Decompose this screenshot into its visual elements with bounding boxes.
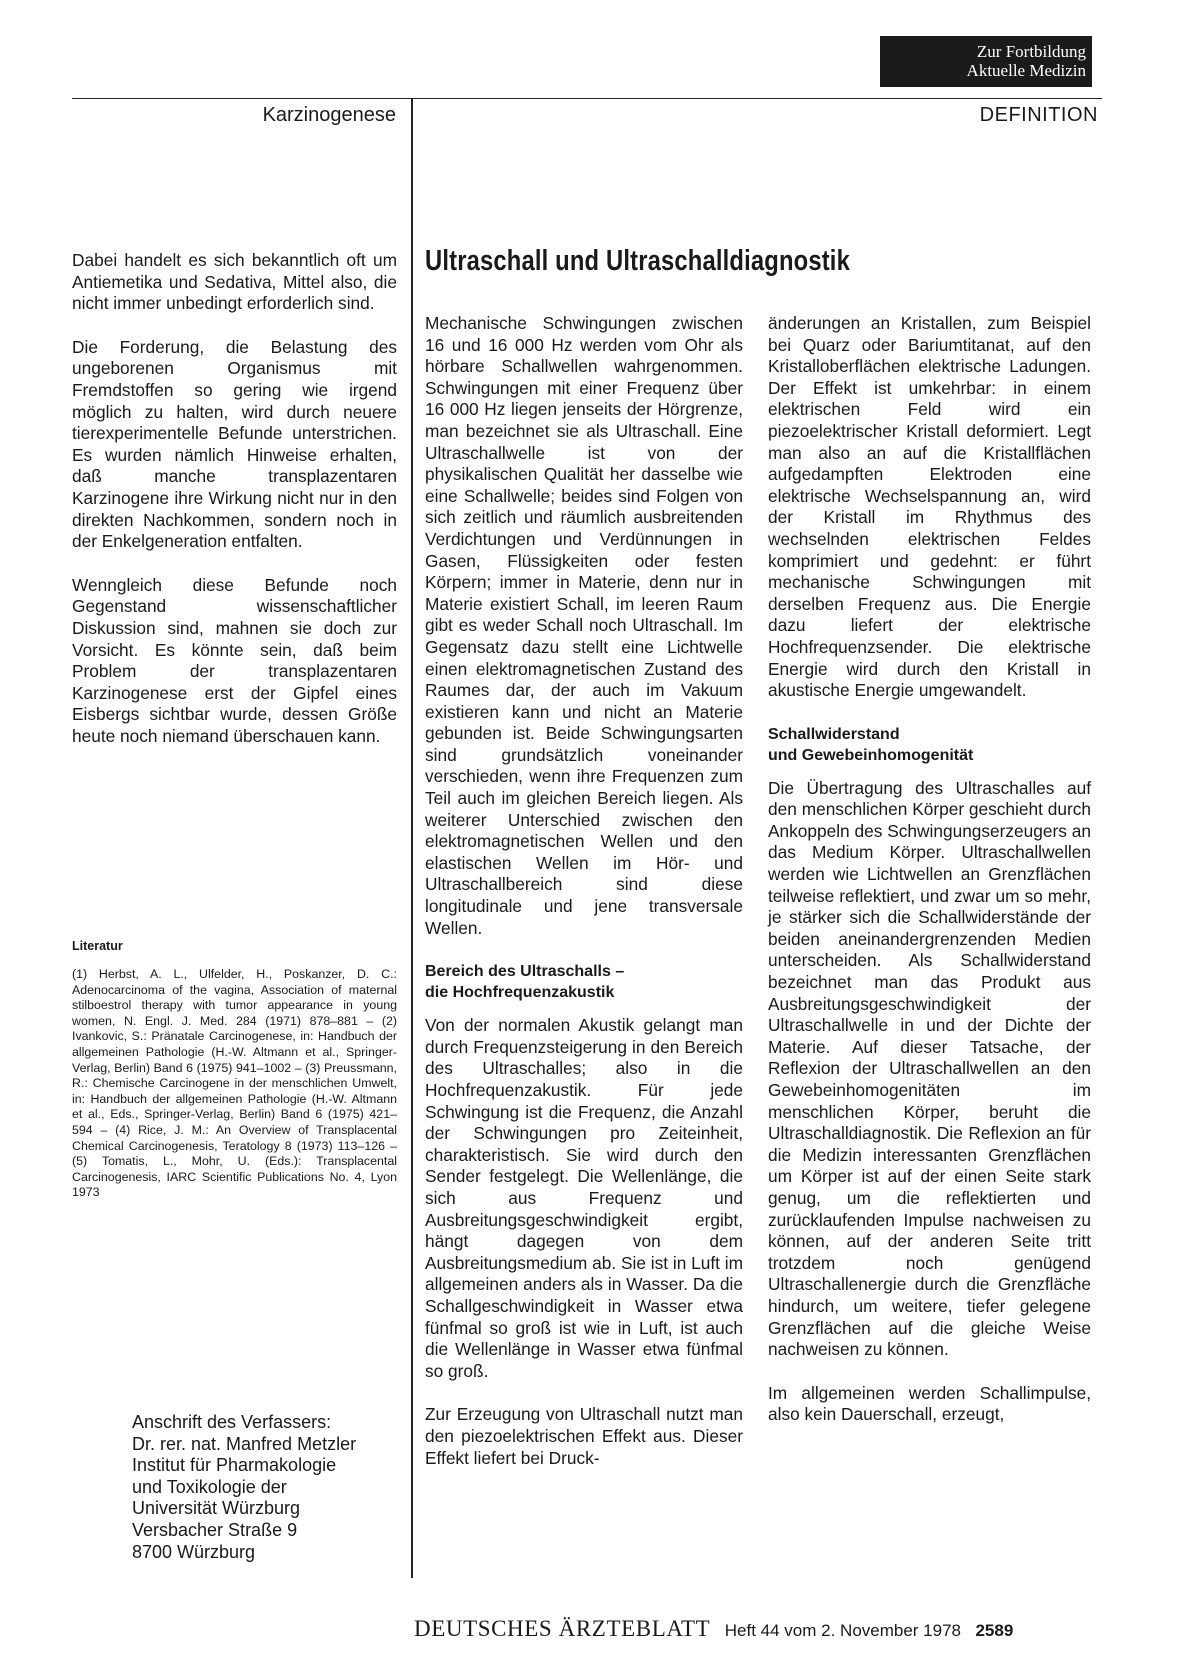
literature-references: (1) Herbst, A. L., Ulfelder, H., Poskanzer, D. C.: Adenocarcinoma of the vagina, Association of maternal stilboestrol therapy with tumor appearance in young women, N. Engl. J. Med. 284 (1971) 878–881 – (2) Ivankovic, S.: Pränatale Carcinogenese, in: Handbuch der allgemeinen Pathologie (H.-W. Altmann et al., Springer-Verlag, Berlin) Band 6 (1975) 941–1002 – (3) Preussmann, R.: Chemische Carcinogene in der menschlichen Umwelt, in: Handbuch der allgemeinen Pathologie (H.-W. Altmann et al., Eds., Springer-Verlag, Berlin) Band 6 (1975) 421–594 – (4) Rice, J. M.: An Overview of Transplacental Chemical Carcinogenesis, Teratology 8 (1973) 113–126 – (5) Tomatis, L., Mohr, U. (Eds.): Transplacental Carcinogenesis, IARC Scientific Publications No. 4, Lyon 1973 [72,967,397,1200]
address-line: 8700 Würzburg [132,1541,256,1562]
page-footer [414,1616,1013,1642]
subheading-line: und Gewebeinhomogenität [768,746,974,764]
issue-info: Heft 44 vom 2. November 1978 [724,1621,961,1640]
address-line: Institut für Pharmakologie [132,1455,337,1476]
left-column [72,250,397,769]
column-divider [411,98,413,1578]
article-title: Ultraschall und Ultraschalldiagnostik [425,245,850,277]
article-paragraph: Mechanische Schwingungen zwischen 16 und 16 000 Hz werden vom Ohr als hörbare Schallwellen wahrgenommen. Schwingungen mit einer Frequenz über 16 000 Hz liegen jenseits der Hörgrenze, man bezeichnet sie als Ultraschall. Eine Ultraschallwelle ist von der physikalischen Qualität her dasselbe wie eine Schallwelle; beides sind Folgen von sich zeitlich und räumlich ausbreitenden Verdichtungen und Verdünnungen in Gasen, Flüssigkeiten oder festen Körpern; immer in Materie, denn nur in Materie existiert Schall, im leeren Raum gibt es weder Schall noch Ultraschall. Im Gegensatz dazu stellt eine Lichtwelle einen elektromagnetischen Zustand des Raumes dar, der auch im Vakuum existieren kann und nicht an Materie gebunden ist. Beide Schwingungsarten sind grundsätzlich voneinander verschieden, wenn ihre Frequenzen zum Teil auch im gleichen Bereich liegen. Als weiterer Unterschied zwischen den elektromagnetischen Wellen und den elastischen Wellen im Hör- und Ultraschallbereich sind diese longitudinale und jene transversale Wellen. [425,313,743,938]
article-paragraph: Die Übertragung des Ultraschalles auf den menschlichen Körper geschieht durch Ankoppeln des Schwingungserzeugers an das Medium Körper. Ultraschallwellen werden wie Lichtwellen an Grenzflächen teilweise reflektiert, und zwar um so mehr, je stärker sich die Schallwiderstände der beiden aneinandergrenzenden Medien unterscheiden. Als Schallwiderstand bezeichnet man das Produkt aus Ausbreitungsgeschwindigkeit der Ultraschallwelle in und der Dichte der Materie. Auf dieser Tatsache, der Reflexion der Ultraschallwellen an den Gewebeinhomogenitäten im menschlichen Körper, beruht die Ultraschalldiagnostik. Die Reflexion an für die Medizin interessanten Grenzflächen um Körper ist auf der einen Seite stark genug, um die reflektierten und zurücklaufenden Impulse nachweisen zu können, auf der anderen Seite tritt trotzdem noch genügend Ultraschallenergie durch die Grenzfläche hindurch, um weitere, tiefer gelegene Grenzflächen auf die gleiche Weise nachweisen zu können. [768,777,1091,1360]
address-line: Anschrift des Verfassers: [132,1412,332,1432]
address-line: Universität Würzburg [132,1498,301,1519]
address-line: Versbacher Straße 9 [132,1519,298,1540]
address-line: Dr. rer. nat. Manfred Metzler [132,1433,357,1454]
subheading-hochfrequenzakustik [425,961,743,1003]
badge-line-2: Aktuelle Medizin [966,61,1086,80]
article-column-2 [768,313,1091,1448]
section-badge [880,36,1092,87]
header-rule [72,98,1102,99]
article-paragraph: Im allgemeinen werden Schallimpulse, also kein Dauerschall, erzeugt, [768,1382,1091,1425]
article-paragraph: änderungen an Kristallen, zum Beispiel bei Quarz oder Bariumtitanat, auf den Kristalloberflächen elektrische Ladungen. Der Effekt ist umkehrbar: in einem elektrischen Feld wird ein piezoelektrischer Kristall deformiert. Legt man also an auf die Kristallflächen aufgedampften Elektroden eine elektrische Wechselspannung an, wird der Kristall im Rhythmus des wechselnden elektrischen Feldes komprimiert und gedehnt: er führt mechanische Schwingungen mit derselben Frequenz aus. Die Energie dazu liefert der elektrische Hochfrequenzsender. Die elektrische Energie wird durch den Kristall in akustische Energie umgewandelt. [768,313,1091,701]
article-paragraph: Von der normalen Akustik gelangt man durch Frequenzsteigerung in den Bereich des Ultraschalles; also in die Hochfrequenzakustik. Für jede Schwingung ist die Frequenz, die Anzahl der Schwingungen pro Zeiteinheit, charakteristisch. Sie wird durch den Sender festgelegt. Die Wellenlänge, die sich aus Frequenz und Ausbreitungsgeschwindigkeit ergibt, hängt dagegen von dem Ausbreitungsmedium ab. Sie ist in Luft im allgemeinen anders als in Wasser. Da die Schallgeschwindigkeit in Wasser etwa fünfmal so groß ist wie in Luft, ist auch die Wellenlänge in Wasser etwa fünfmal so groß. [425,1015,743,1381]
left-paragraph-3: Wenngleich diese Befunde noch Gegenstand wissenschaftlicher Diskussion sind, mahnen sie doch zur Vorsicht. Es könnte sein, daß beim Problem der transplazentaren Karzinogenese erst der Gipfel eines Eisbergs sichtbar wurde, dessen Größe heute noch niemand überschauen kann. [72,574,397,746]
author-address [132,1412,412,1563]
page-number: 2589 [975,1621,1014,1640]
article-paragraph: Zur Erzeugung von Ultraschall nutzt man den piezoelektrischen Effekt aus. Dieser Effekt liefert bei Druck- [425,1404,743,1468]
subheading-line: Schallwiderstand [768,725,900,743]
literature-heading: Literatur [72,939,123,953]
subheading-schallwiderstand [768,724,1091,766]
left-paragraph-1: Dabei handelt es sich bekanntlich oft um Antiemetika und Sedativa, Mittel also, die nicht immer unbedingt erforderlich sind. [72,250,397,314]
article-column-1 [425,313,743,1491]
section-label-right: DEFINITION [979,104,1098,126]
journal-name: DEUTSCHES ÄRZTEBLATT [414,1616,711,1641]
badge-line-1: Zur Fortbildung [976,42,1086,61]
address-line: und Toxikologie der [132,1476,287,1497]
subheading-line: Bereich des Ultraschalls – [425,963,625,981]
subheading-line: die Hochfrequenzakustik [425,984,615,1002]
left-paragraph-2: Die Forderung, die Belastung des ungeborenen Organismus mit Fremdstoffen so gering wie irgend möglich zu halten, wird durch neuere tierexperimentelle Befunde unterstrichen. Es wurden nämlich Hinweise erhalten, daß manche transplazentaren Karzinogene ihre Wirkung nicht nur in den direkten Nachkommen, sondern noch in der Enkelgeneration entfalten. [72,336,397,552]
section-label-left: Karzinogenese [262,104,396,126]
